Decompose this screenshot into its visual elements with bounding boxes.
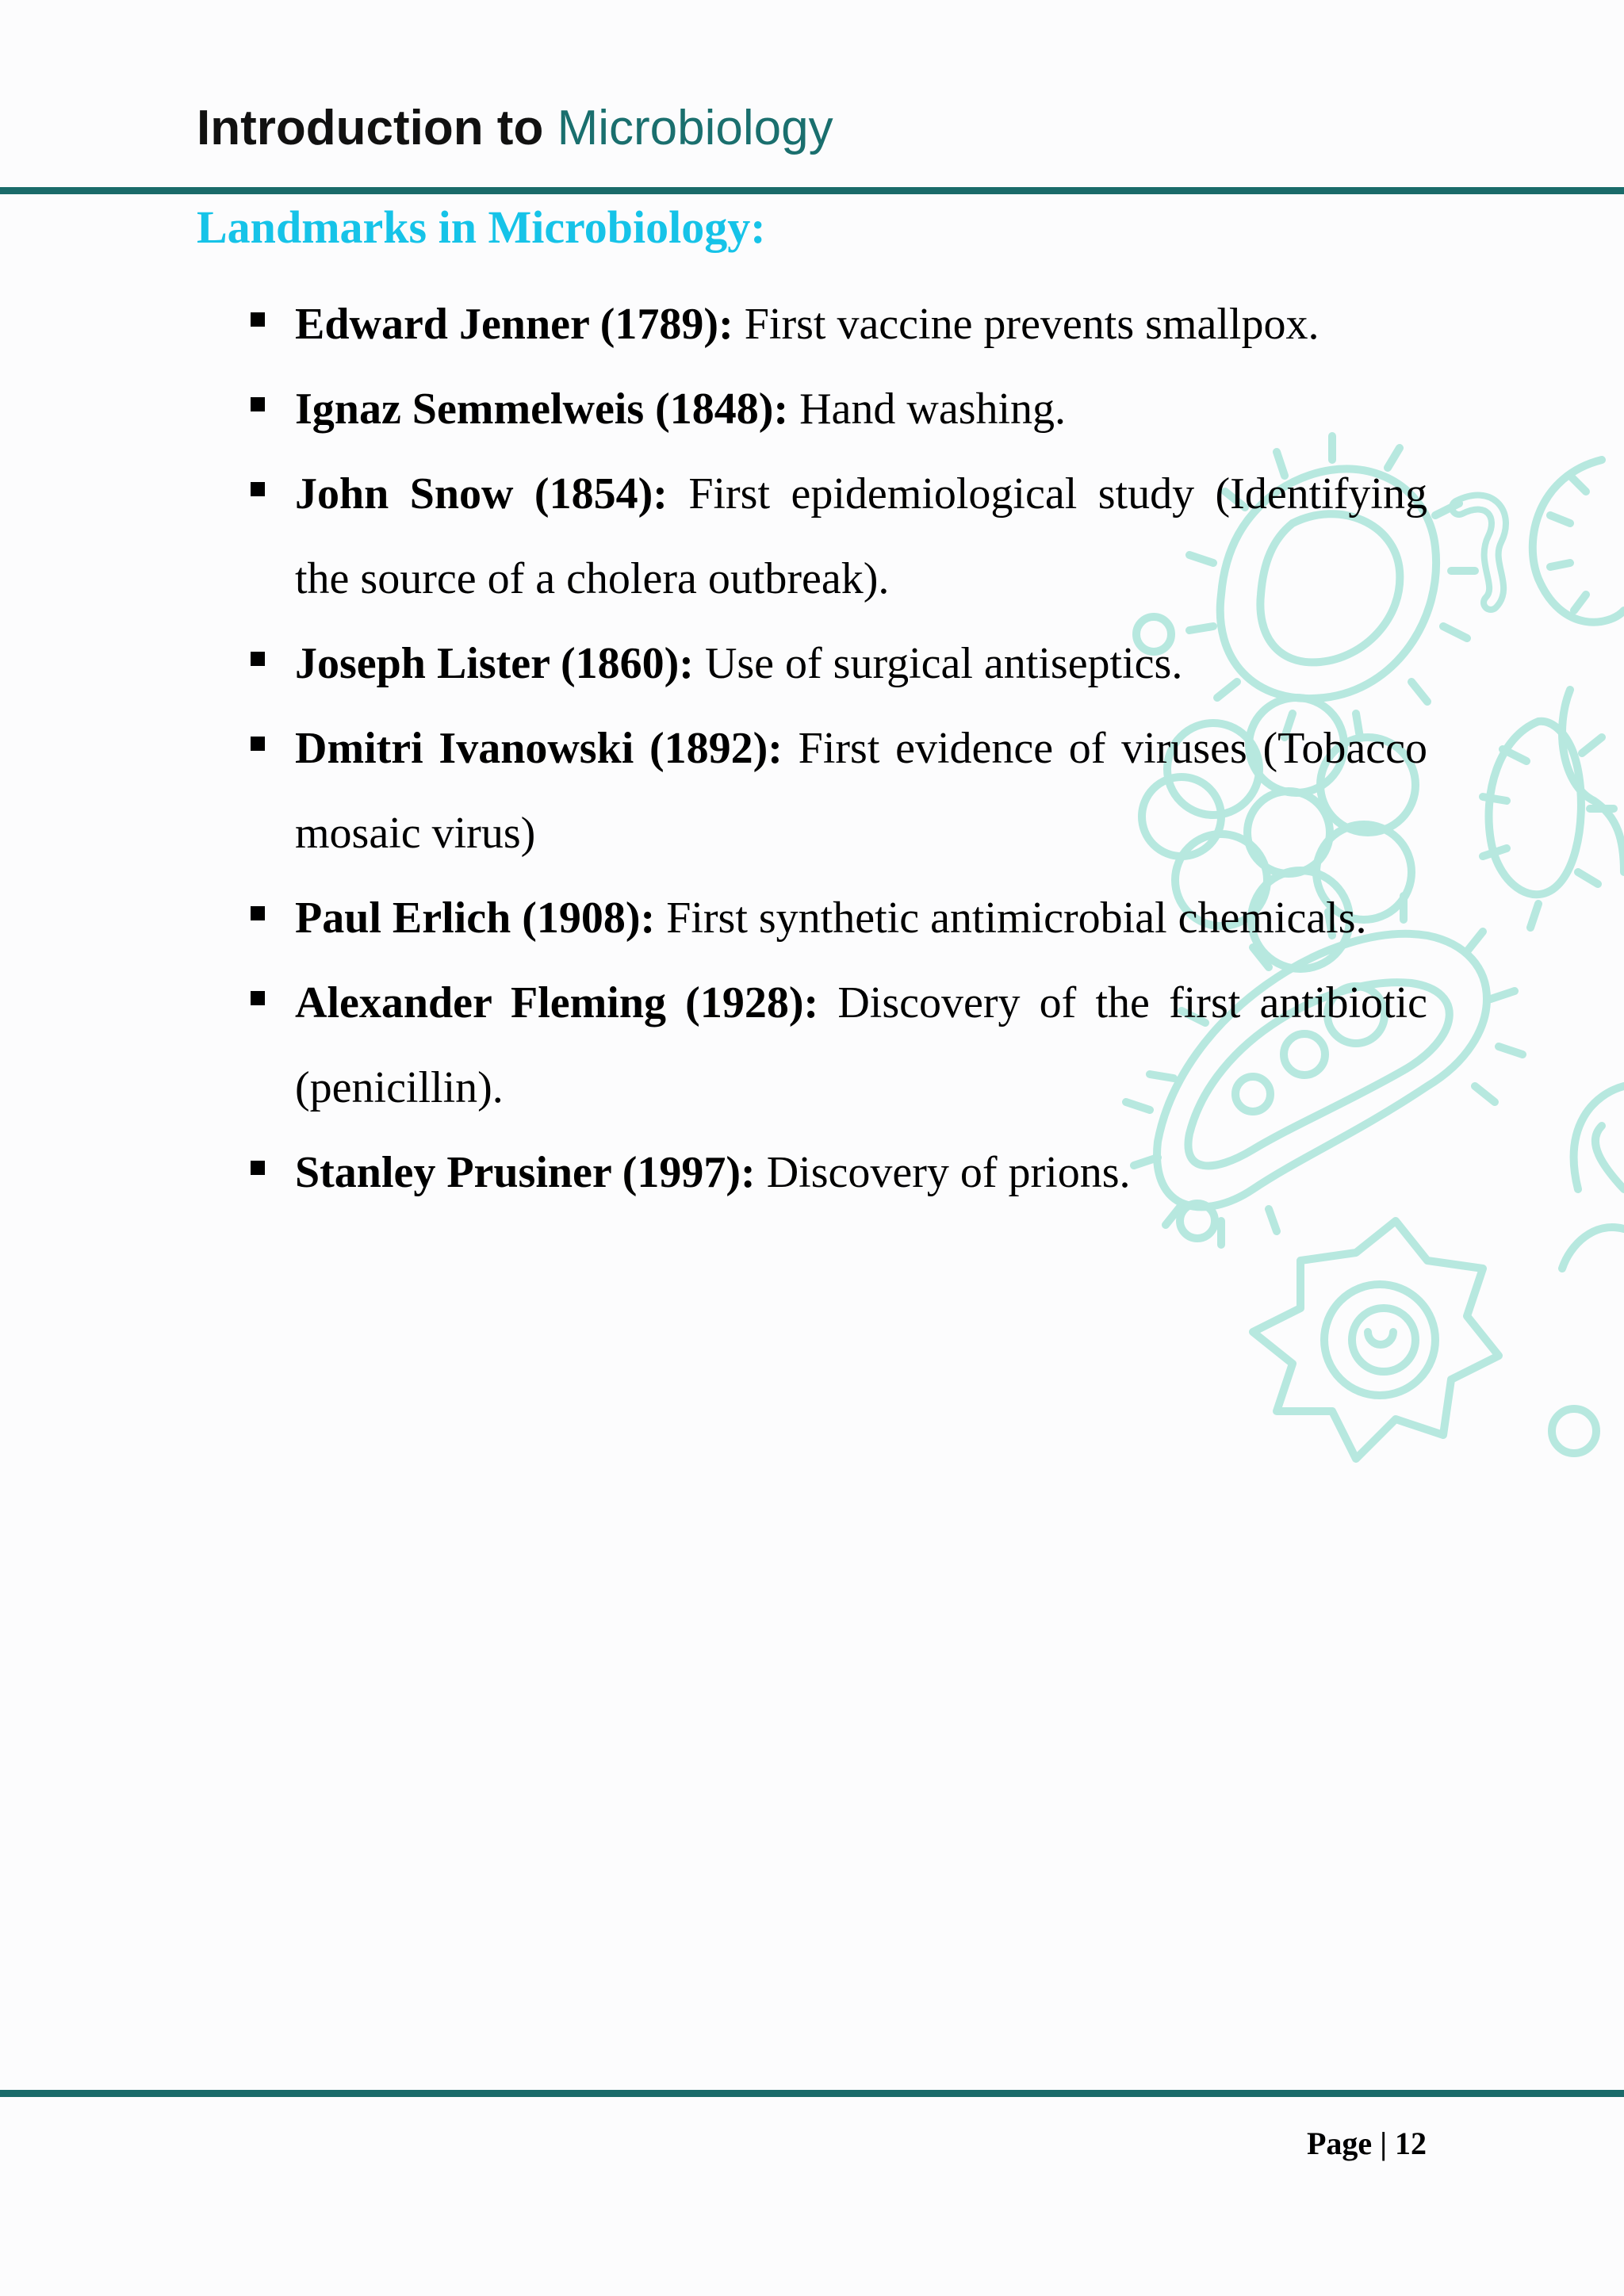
- square-bullet-icon: [251, 312, 265, 327]
- landmark-name: Stanley Prusiner (1997):: [295, 1148, 756, 1197]
- list-item: [246, 282, 1427, 367]
- amoeba-icon: [1253, 1221, 1499, 1459]
- landmarks-list: [246, 282, 1427, 1215]
- list-item: [246, 367, 1427, 452]
- landmark-description: Discovery of the first antibiotic (penicillin).: [295, 978, 1427, 1112]
- landmark-name: Joseph Lister (1860):: [295, 639, 694, 688]
- landmark-description: Use of surgical antiseptics.: [704, 639, 1183, 688]
- page-label: Page: [1307, 2126, 1373, 2161]
- bacillus-icon: [1562, 1086, 1624, 1269]
- header-divider: [0, 187, 1624, 194]
- landmark-name: Dmitri Ivanowski (1892):: [295, 724, 783, 773]
- landmark-name: Edward Jenner (1789):: [295, 300, 733, 349]
- square-bullet-icon: [251, 991, 265, 1005]
- list-item: [246, 452, 1427, 622]
- spore-icon: [1552, 1409, 1596, 1453]
- header-title-strong: Introduction to: [197, 101, 544, 155]
- square-bullet-icon: [251, 737, 265, 751]
- landmark-description: First evidence of viruses (Tobacco mosaic virus): [295, 724, 1428, 858]
- square-bullet-icon: [251, 652, 265, 666]
- square-bullet-icon: [251, 482, 265, 496]
- page-number-value: 12: [1395, 2126, 1427, 2161]
- landmark-description: First synthetic antimicrobial chemicals.: [666, 894, 1367, 943]
- bacterium-icon: [1483, 721, 1614, 928]
- list-item: [246, 622, 1427, 706]
- square-bullet-icon: [251, 1161, 265, 1175]
- footer-divider: [0, 2090, 1624, 2097]
- landmark-name: Ignaz Semmelweis (1848):: [295, 385, 789, 434]
- list-item: [246, 706, 1427, 876]
- list-item: [246, 1131, 1427, 1215]
- page-separator: |: [1380, 2126, 1387, 2161]
- bacillus-icon: [1562, 690, 1624, 872]
- landmark-name: Alexander Fleming (1928):: [295, 978, 819, 1027]
- landmark-description: First epidemiological study (Identifying the source of a cholera outbreak).: [295, 469, 1427, 603]
- square-bullet-icon: [251, 397, 265, 411]
- header-title-accent: Microbiology: [557, 101, 833, 155]
- landmark-name: Paul Erlich (1908):: [295, 894, 656, 943]
- list-item: [246, 961, 1427, 1131]
- bacterium-icon: [1533, 460, 1624, 622]
- landmark-description: Hand washing.: [799, 385, 1067, 434]
- square-bullet-icon: [251, 906, 265, 920]
- page-number: [1307, 2122, 1427, 2166]
- document-header-title: [197, 98, 833, 159]
- landmark-name: John Snow (1854):: [295, 469, 668, 519]
- list-item: [246, 876, 1427, 961]
- section-heading: Landmarks in Microbiology:: [197, 201, 766, 253]
- landmark-description: Discovery of prions.: [766, 1148, 1131, 1197]
- landmark-description: First vaccine prevents smallpox.: [744, 300, 1320, 349]
